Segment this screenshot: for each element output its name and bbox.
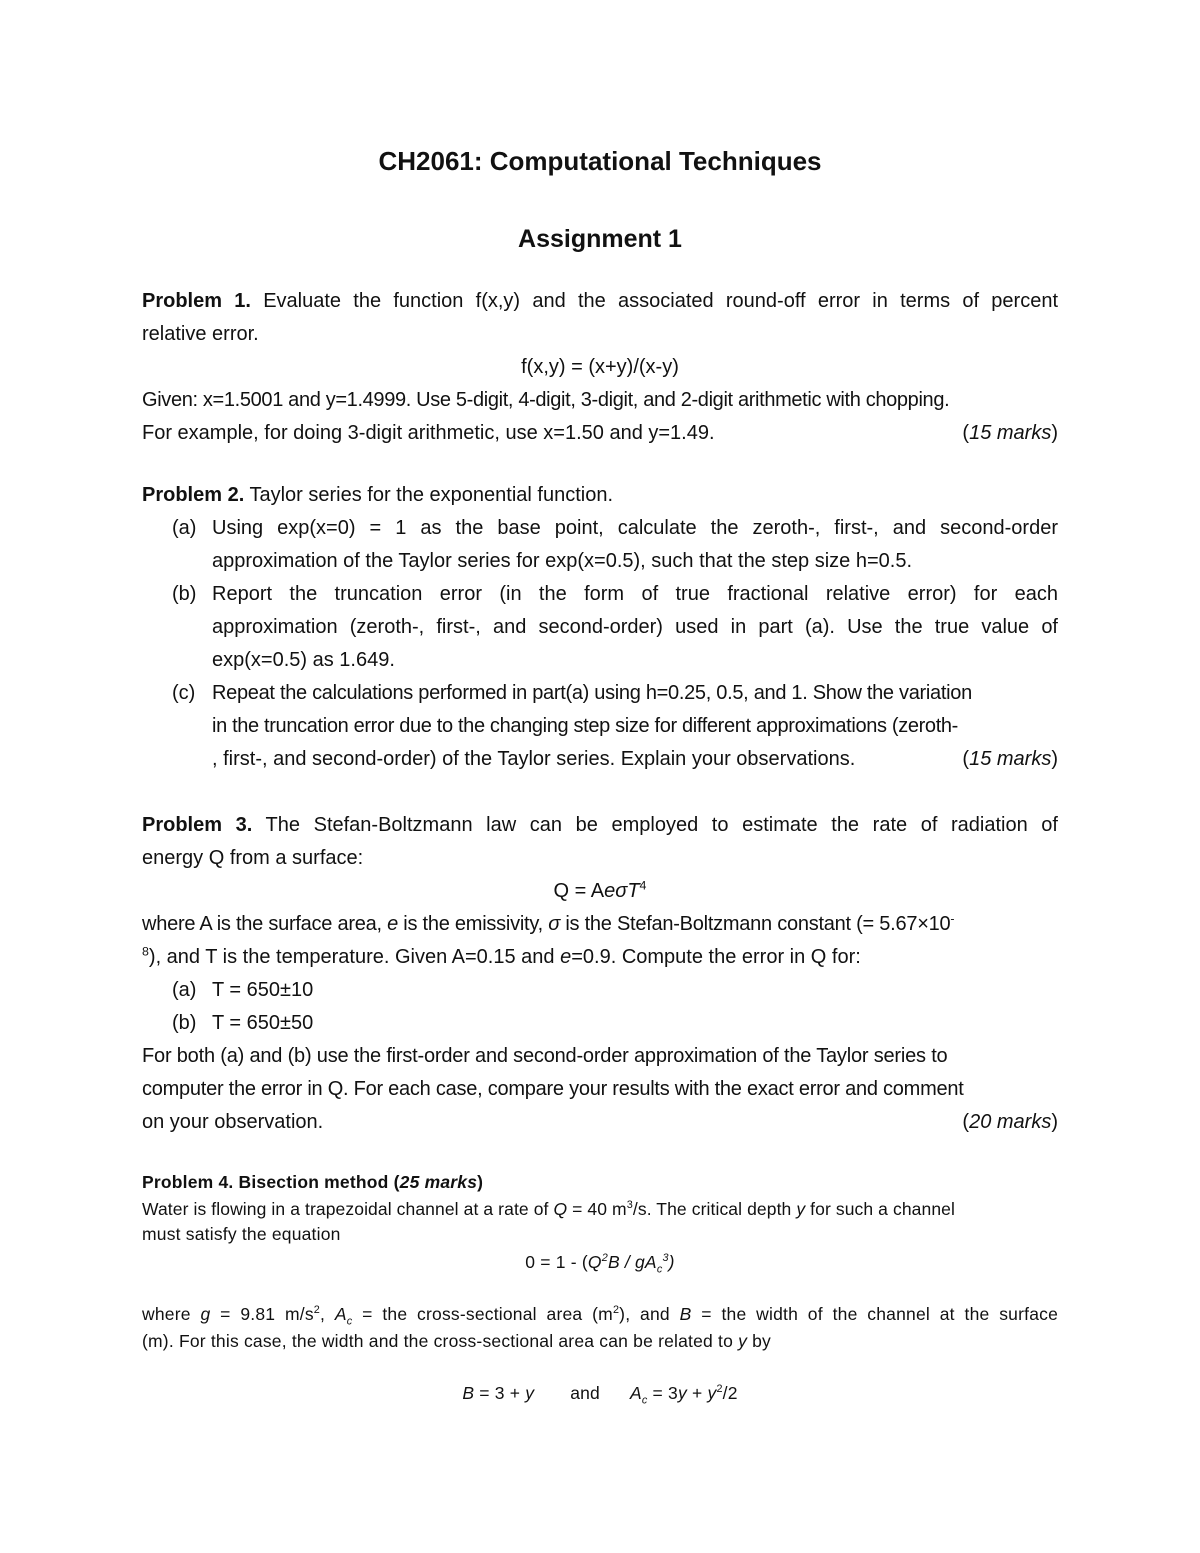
problem-2-marks: (15 marks)	[962, 748, 1058, 770]
problem-3-line-1: Problem 3. The Stefan-Boltzmann law can be employed to estimate the rate of radiation of	[142, 814, 1058, 836]
problem-2-c-line-1: Repeat the calculations performed in part(a) using h=0.25, 0.5, and 1. Show the variation	[212, 682, 972, 704]
problem-2-heading: Problem 2.	[142, 484, 245, 506]
problem-2-a-line-2: approximation of the Taylor series for exp(x=0.5), such that the step size h=0.5.	[212, 550, 913, 572]
problem-2-b-line-1: Report the truncation error (in the form of true fractional relative error) for each	[212, 583, 1058, 605]
problem-2-b-line-2: approximation (zeroth-, first-, and second-order) used in part (a). Use the true value of	[212, 616, 1058, 638]
problem-3-line-2: energy Q from a surface:	[142, 847, 364, 869]
problem-3-a-text: T = 650±10	[212, 979, 314, 1001]
problem-4-heading: Problem 4. Bisection method (25 marks)	[142, 1172, 484, 1192]
problem-2-c-line-2: in the truncation error due to the changing step size for different approximations (zeroth-	[212, 715, 958, 737]
problem-3-b-text: T = 650±50	[212, 1012, 314, 1034]
problem-3-line-7: on your observation.	[142, 1111, 324, 1133]
problem-1-line-1: Problem 1. Evaluate the function f(x,y) and the associated round-off error in terms of percent	[142, 290, 1059, 312]
problem-3-line-3: where A is the surface area, e is the emissivity, σ is the Stefan-Boltzmann constant (= 5.67×10-	[142, 911, 955, 935]
problem-3-line-4: $^8$), and T is the temperature. Given A=0.15 and e=0.9. Compute the error in Q for:	[142, 944, 861, 968]
problem-3-line-5: For both (a) and (b) use the first-order and second-order approximation of the Taylor series to	[142, 1045, 948, 1067]
problem-3-a-label: (a)	[172, 979, 197, 1001]
problem-4-equation-2: B = 3 + y and $A_c = 3y + y^2/2$	[462, 1383, 738, 1407]
problem-2-c-label: (c)	[172, 682, 196, 704]
problem-1-line-2: relative error.	[142, 323, 259, 345]
problem-1-marks: (15 marks)	[962, 422, 1058, 444]
problem-2-line-1: Problem 2. Taylor series for the exponential function.	[142, 484, 613, 506]
problem-3-heading: Problem 3	[142, 814, 247, 836]
problem-1-line-3: Given: x=1.5001 and y=1.4999. Use 5-digit, 4-digit, 3-digit, and 2-digit arithmetic with chopping.	[142, 389, 950, 411]
problem-2-a-line-1: Using exp(x=0) = 1 as the base point, calculate the zeroth-, first-, and second-order	[212, 517, 1058, 539]
problem-4-equation-1: $0 = 1 - (Q^2B / gA_c^3)$	[525, 1252, 675, 1276]
problem-2-c-line-3: , first-, and second-order) of the Taylor series. Explain your observations.	[212, 748, 856, 770]
problem-3-line-6: computer the error in Q. For each case, compare your results with the exact error and comment	[142, 1078, 964, 1100]
problem-1-equation: f(x,y) = (x+y)/(x-y)	[521, 356, 679, 378]
document-title: CH2061: Computational Techniques	[378, 146, 822, 176]
problem-2-b-line-3: exp(x=0.5) as 1.649.	[212, 649, 395, 671]
problem-3-marks: (20 marks)	[962, 1111, 1058, 1133]
assignment-heading: Assignment 1	[518, 225, 682, 253]
problem-4-line-3: where g = 9.81 $m/s^2$, $A_c$ = the cross-sectional area $(m^2)$, and B = the width of the channel at the surface	[142, 1304, 1059, 1328]
problem-1-line-4: For example, for doing 3-digit arithmetic, use x=1.50 and y=1.49.	[142, 422, 715, 444]
problem-4-line-4: (m). For this case, the width and the cross-sectional area can be related to y by	[142, 1331, 772, 1351]
problem-4-line-2: must satisfy the equation	[142, 1224, 341, 1244]
problem-2-a-label: (a)	[172, 517, 197, 539]
problem-3-b-label: (b)	[172, 1012, 197, 1034]
problem-2-b-label: (b)	[172, 583, 197, 605]
problem-4-line-1: Water is flowing in a trapezoidal channel at a rate of Q = 40 $m^3/s$. The critical depth y for such a channel	[142, 1199, 955, 1219]
problem-1-heading: Problem 1	[142, 290, 246, 312]
problem-3-equation: Q = AeσT$^4$	[553, 878, 647, 902]
